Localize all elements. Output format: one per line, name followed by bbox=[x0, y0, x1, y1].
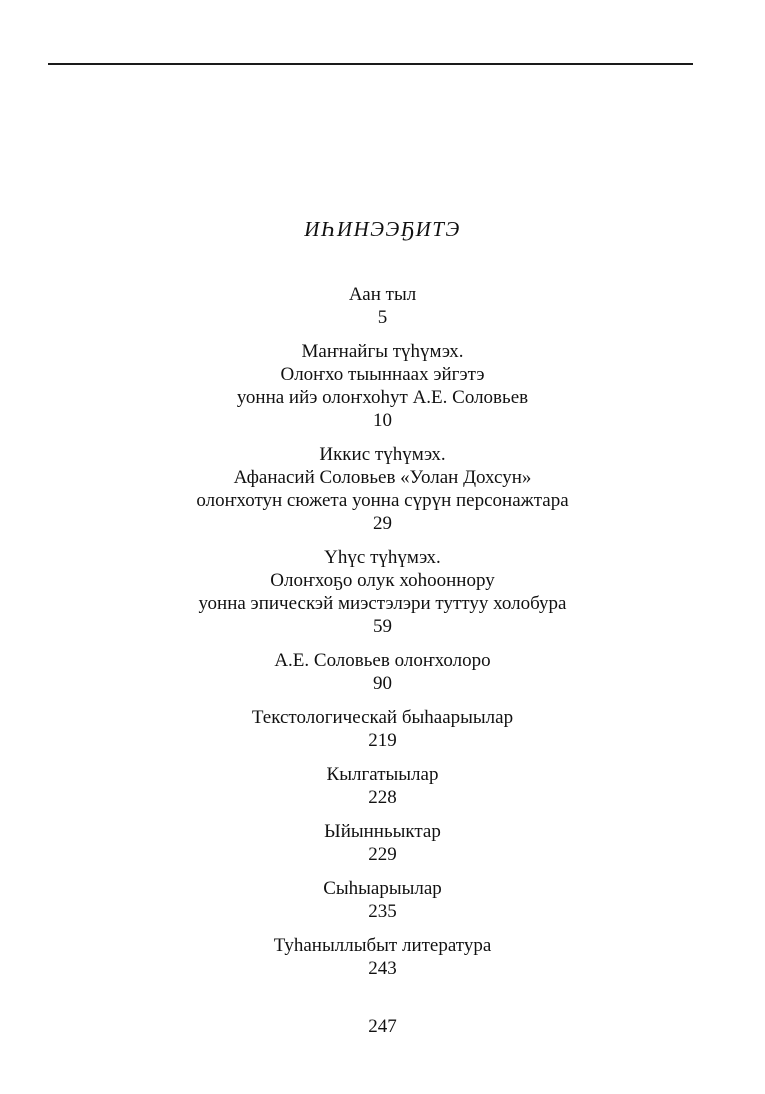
toc-entry-title-line: Ыйынньыктар bbox=[324, 821, 441, 842]
toc-entry-title-line: Сыһыарыылар bbox=[323, 878, 442, 899]
toc-entry bbox=[0, 706, 765, 752]
toc-entry-title-line: Үһүс түһүмэх. bbox=[324, 547, 441, 568]
toc-entry-page-number: 229 bbox=[368, 844, 397, 865]
toc-entry bbox=[0, 443, 765, 535]
toc-entry-page-number: 235 bbox=[368, 901, 397, 922]
toc-entry-page-number: 29 bbox=[373, 513, 392, 534]
toc-entry-title-line: Аан тыл bbox=[348, 284, 417, 305]
toc-entry-title-line: А.Е. Соловьев олоҥхолоро bbox=[274, 650, 491, 671]
toc-entry bbox=[0, 649, 765, 695]
page-number: 247 bbox=[368, 1016, 397, 1037]
toc-entry-page-number: 5 bbox=[377, 307, 388, 328]
toc-entry-title-line: Олоҥхоҕо олук хоһооннору bbox=[270, 570, 495, 591]
toc-entry-title-line: Олоҥхо тыыннаах эйгэтэ bbox=[280, 364, 485, 385]
toc-entry-title-line: Афанасий Соловьев «Уолан Дохсун» bbox=[233, 467, 532, 488]
toc-entry-title-line: олоҥхотун сюжета уонна сүрүн персонажтара bbox=[196, 490, 569, 511]
toc-entry-title-line: Кылгатыылар bbox=[326, 764, 439, 785]
toc-entry bbox=[0, 283, 765, 329]
toc-entry-title-line: уонна эпическэй миэстэлэри туттуу холобура bbox=[198, 593, 567, 614]
toc-entry-page-number: 219 bbox=[368, 730, 397, 751]
toc-entry bbox=[0, 934, 765, 980]
toc-entry-title-line: Иккис түһүмэх. bbox=[319, 444, 446, 465]
toc-entry-title-line: Туһаныллыбыт литература bbox=[273, 935, 492, 956]
toc-entry-page-number: 10 bbox=[373, 410, 392, 431]
toc-entry-title-line: Маҥнайгы түһүмэх. bbox=[301, 341, 464, 362]
toc-entry bbox=[0, 820, 765, 866]
toc-entry-page-number: 59 bbox=[373, 616, 392, 637]
toc-entry bbox=[0, 763, 765, 809]
toc-entry-page-number: 90 bbox=[373, 673, 392, 694]
toc-entry-title-line: уонна ийэ олоҥхоһут А.Е. Соловьев bbox=[236, 387, 529, 408]
toc-entry-page-number: 228 bbox=[368, 787, 397, 808]
toc-entry bbox=[0, 340, 765, 432]
table-of-contents bbox=[0, 283, 765, 991]
top-rule bbox=[48, 63, 693, 65]
toc-entry bbox=[0, 877, 765, 923]
page-title: ИҺИНЭЭҔИТЭ bbox=[304, 217, 461, 241]
toc-entry-title-line: Текстологическай быһаарыылар bbox=[251, 707, 514, 728]
toc-entry bbox=[0, 546, 765, 638]
toc-entry-page-number: 243 bbox=[368, 958, 397, 979]
